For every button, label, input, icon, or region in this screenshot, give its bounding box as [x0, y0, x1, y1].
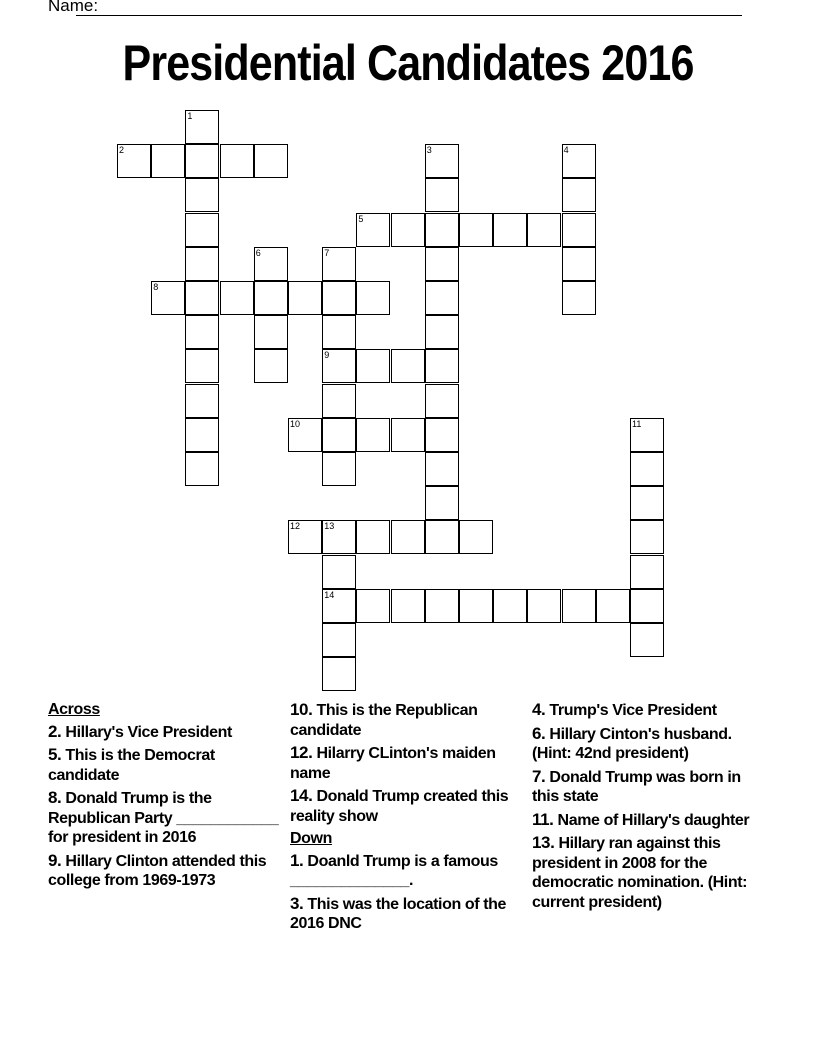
grid-cell[interactable] [459, 213, 493, 247]
grid-cell[interactable] [630, 452, 664, 486]
clue-text: Doanld Trump is a famous ______________. [290, 852, 498, 889]
grid-cell[interactable] [254, 281, 288, 315]
cell-number: 11 [632, 418, 642, 429]
grid-cell[interactable] [356, 213, 390, 247]
grid-cell[interactable] [254, 315, 288, 349]
clues-column-2 [290, 700, 522, 937]
grid-cell[interactable] [630, 589, 664, 623]
grid-cell[interactable] [322, 315, 356, 349]
clue-text: This is the Republican candidate [290, 702, 478, 739]
name-label: Name: [48, 0, 99, 15]
grid-cell[interactable] [493, 213, 527, 247]
grid-cell[interactable] [288, 418, 322, 452]
grid-cell[interactable] [425, 178, 459, 212]
grid-cell[interactable] [322, 520, 356, 554]
grid-cell[interactable] [322, 555, 356, 589]
clue-item [532, 724, 764, 764]
clue-item [48, 788, 280, 848]
grid-cell[interactable] [562, 281, 596, 315]
grid-cell[interactable] [425, 520, 459, 554]
grid-cell[interactable] [322, 384, 356, 418]
grid-cell[interactable] [630, 555, 664, 589]
grid-cell[interactable] [151, 281, 185, 315]
cell-number: 12 [290, 521, 301, 532]
grid-cell[interactable] [562, 178, 596, 212]
clue-item [532, 767, 764, 807]
grid-cell[interactable] [356, 589, 390, 623]
grid-cell[interactable] [322, 418, 356, 452]
cell-number: 13 [324, 521, 335, 532]
grid-cell[interactable] [425, 418, 459, 452]
grid-cell[interactable] [220, 144, 254, 178]
grid-cell[interactable] [254, 349, 288, 383]
cell-number: 2 [119, 145, 125, 156]
grid-cell[interactable] [493, 589, 527, 623]
grid-cell[interactable] [425, 144, 459, 178]
grid-cell[interactable] [220, 281, 254, 315]
grid-cell[interactable] [185, 349, 219, 383]
grid-cell[interactable] [630, 520, 664, 554]
grid-cell[interactable] [288, 281, 322, 315]
clue-item [290, 894, 522, 934]
grid-cell[interactable] [185, 384, 219, 418]
grid-cell[interactable] [356, 520, 390, 554]
across-clue-list-continued [290, 700, 522, 826]
clue-item [290, 700, 522, 740]
cell-number: 8 [153, 282, 159, 292]
across-heading: Across [48, 701, 100, 718]
clue-number: 14. [290, 786, 313, 805]
clue-number: 3. [290, 893, 304, 913]
grid-cell[interactable] [562, 247, 596, 281]
grid-cell[interactable] [596, 589, 630, 623]
clue-text: Hillary's Vice President [61, 723, 232, 741]
grid-cell[interactable] [459, 520, 493, 554]
clue-number: 10. [290, 700, 313, 719]
grid-cell[interactable] [391, 213, 425, 247]
grid-cell[interactable] [185, 110, 219, 144]
clue-number: 8. [48, 788, 62, 807]
clue-text: Donald Trump is the Republican Party ____________ for president in 2016 [48, 790, 279, 846]
grid-cell[interactable] [185, 144, 219, 178]
grid-cell[interactable] [391, 418, 425, 452]
clue-number: 13. [532, 833, 555, 852]
grid-cell[interactable] [185, 452, 219, 486]
grid-cell[interactable] [391, 349, 425, 383]
grid-cell[interactable] [562, 213, 596, 247]
grid-cell[interactable] [322, 281, 356, 315]
clue-item [532, 700, 764, 721]
cell-number: 1 [187, 111, 193, 121]
grid-cell[interactable] [425, 281, 459, 315]
grid-cell[interactable] [356, 418, 390, 452]
clue-number: 2. [48, 721, 62, 741]
grid-cell[interactable] [254, 247, 288, 281]
grid-cell[interactable] [425, 589, 459, 623]
grid-cell[interactable] [630, 486, 664, 520]
clue-text: Hillary Cinton's husband. (Hint: 42nd president) [532, 725, 732, 762]
grid-cell[interactable] [185, 213, 219, 247]
grid-cell[interactable] [527, 589, 561, 623]
grid-cell[interactable] [185, 178, 219, 212]
cell-number: 10 [290, 418, 301, 429]
clue-text: Donald Trump was born in this state [532, 768, 741, 805]
clue-number: 9. [48, 850, 62, 870]
clue-number: 11. [532, 809, 554, 829]
grid-cell[interactable] [322, 247, 356, 281]
clue-text: Hillary ran against this president in 2008 for the democratic nomination. (Hint: current president) [532, 835, 748, 911]
cell-number: 14 [324, 589, 335, 600]
clue-text: This was the location of the 2016 DNC [290, 895, 507, 932]
across-clue-list [48, 722, 280, 891]
clues-column-3 [532, 700, 764, 915]
cell-number: 4 [563, 145, 569, 156]
grid-cell[interactable] [288, 520, 322, 554]
down-clue-list [290, 851, 522, 934]
grid-cell[interactable] [151, 144, 185, 178]
clue-item [48, 851, 280, 891]
clue-number: 1. [290, 850, 304, 870]
clue-text: Hillary Clinton attended this college from 1969-1973 [48, 852, 267, 889]
down-clue-list-continued [532, 700, 764, 912]
grid-cell[interactable] [562, 589, 596, 623]
clue-item [532, 833, 764, 912]
grid-cell[interactable] [185, 315, 219, 349]
grid-cell[interactable] [254, 144, 288, 178]
grid-cell[interactable] [527, 213, 561, 247]
clue-item [48, 722, 280, 743]
clue-text: This is the Democrat candidate [48, 747, 215, 784]
clue-text: Name of Hillary's daughter [553, 811, 750, 829]
clue-item [290, 851, 522, 891]
clue-text: Donald Trump created this reality show [290, 788, 509, 825]
grid-cell[interactable] [356, 281, 390, 315]
grid-cell[interactable] [185, 281, 219, 315]
grid-cell[interactable] [322, 589, 356, 623]
clue-text: Trump's Vice President [545, 702, 717, 719]
grid-cell[interactable] [322, 349, 356, 383]
grid-cell[interactable] [425, 452, 459, 486]
clue-number: 6. [532, 723, 546, 743]
cell-number: 7 [324, 247, 330, 258]
cell-number: 9 [324, 350, 330, 361]
cell-number: 3 [426, 145, 432, 156]
grid-cell[interactable] [391, 520, 425, 554]
grid-cell[interactable] [322, 452, 356, 486]
grid-cell[interactable] [562, 144, 596, 178]
clue-number: 12. [290, 743, 313, 762]
grid-cell[interactable] [459, 589, 493, 623]
grid-cell[interactable] [185, 247, 219, 281]
grid-cell[interactable] [185, 418, 219, 452]
grid-cell[interactable] [425, 349, 459, 383]
grid-cell[interactable] [356, 349, 390, 383]
grid-cell[interactable] [425, 315, 459, 349]
grid-cell[interactable] [117, 144, 151, 178]
grid-cell[interactable] [425, 486, 459, 520]
page-title: Presidential Candidates 2016 [122, 35, 694, 91]
clue-number: 7. [532, 766, 546, 786]
clue-item [290, 786, 522, 826]
clue-number: 5. [48, 745, 62, 764]
grid-cell[interactable] [322, 623, 356, 657]
clues-column-1 [48, 700, 280, 894]
cell-number: 6 [255, 247, 261, 258]
down-heading: Down [290, 830, 332, 847]
grid-cell[interactable] [425, 247, 459, 281]
grid-cell[interactable] [630, 418, 664, 452]
grid-cell[interactable] [322, 657, 356, 691]
grid-cell[interactable] [630, 623, 664, 657]
clue-item [290, 743, 522, 783]
clue-number: 4. [532, 700, 546, 719]
clue-text: Hilarry CLinton's maiden name [290, 745, 496, 782]
grid-cell[interactable] [391, 589, 425, 623]
clue-item [532, 810, 764, 831]
grid-cell[interactable] [425, 213, 459, 247]
grid-cell[interactable] [425, 384, 459, 418]
clue-item [48, 745, 280, 785]
cell-number: 5 [358, 213, 364, 224]
